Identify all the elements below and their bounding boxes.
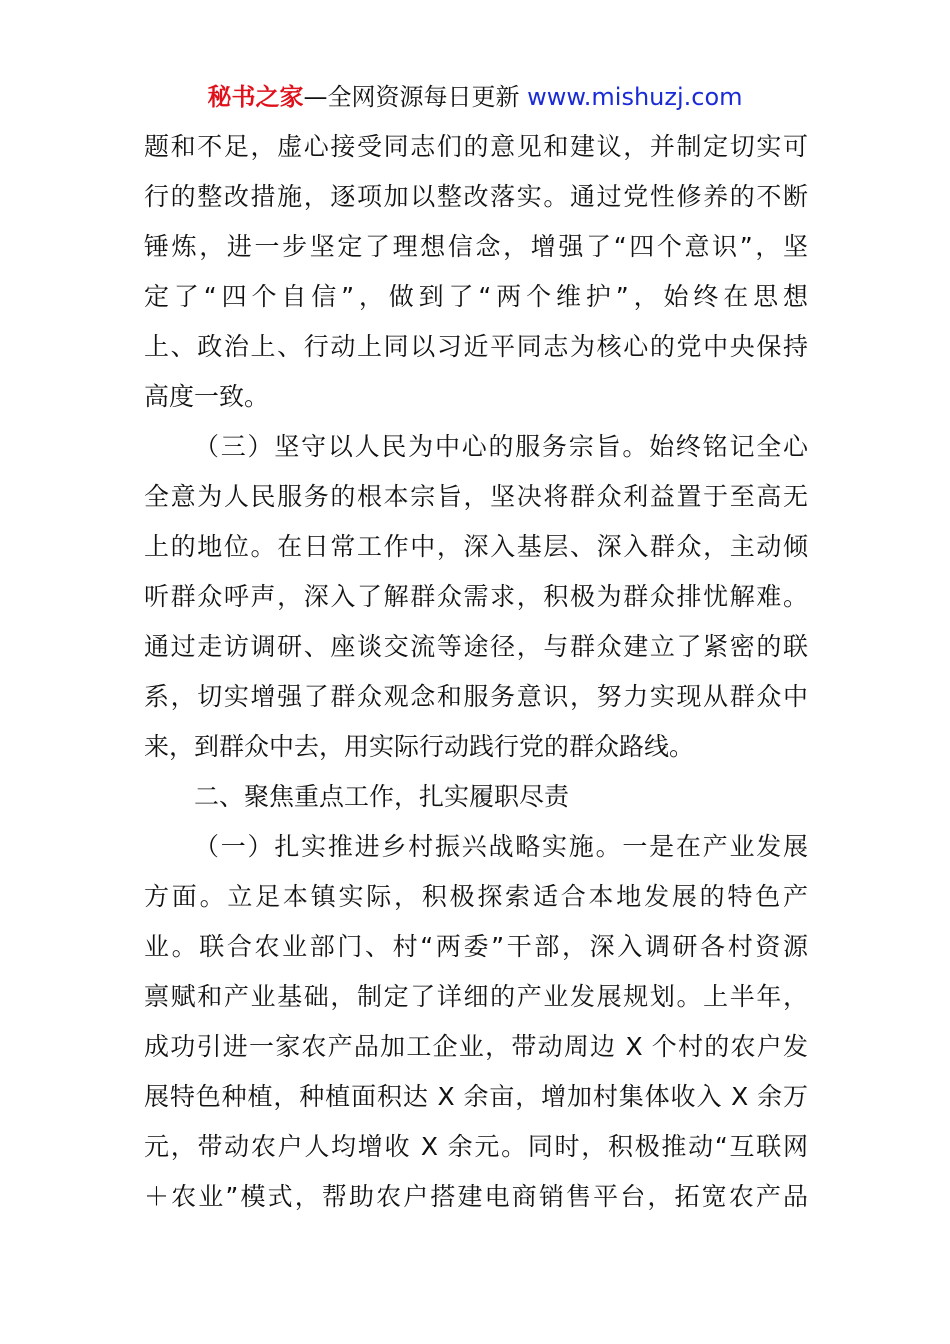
header-brand: 秘书之家 [207,83,304,111]
text-line: 禀赋和产业基础，制定了详细的产业发展规划。上半年， [144,982,808,1011]
text-line: ＋农业”模式，帮助农户搭建电商销售平台，拓宽农产品 [144,1182,808,1211]
text-line: 题和不足，虚心接受同志们的意见和建议，并制定切实可 [144,132,808,161]
text-line: （一）扎实推进乡村振兴战略实施。一是在产业发展 [194,832,808,861]
text-line: 定了“四个自信”，做到了“两个维护”，始终在思想 [144,282,808,311]
text-line: 元，带动农户人均增收 X 余元。同时，积极推动“互联网 [144,1132,808,1161]
text-line: 业。联合农业部门、村“两委”干部，深入调研各村资源 [144,932,808,961]
text-line: 通过走访调研、座谈交流等途径，与群众建立了紧密的联 [144,632,808,661]
text-line: 来，到群众中去，用实际行动践行党的群众路线。 [144,732,695,761]
text-line: 上、政治上、行动上同以习近平同志为核心的党中央保持 [144,332,808,361]
text-line: 成功引进一家农产品加工企业，带动周边 X 个村的农户发 [144,1032,808,1061]
text-line: 上的地位。在日常工作中，深入基层、深入群众，主动倾 [144,532,808,561]
header-tagline: —全网资源每日更新 [303,83,520,111]
text-line: 行的整改措施，逐项加以整改落实。通过党性修养的不断 [144,182,808,211]
text-line: 系，切实增强了群众观念和服务意识，努力实现从群众中 [144,682,808,711]
text-line: 听群众呼声，深入了解群众需求，积极为群众排忧解难。 [144,582,808,611]
text-line: 全意为人民服务的根本宗旨，坚决将群众利益置于至高无 [144,482,808,511]
text-line: 锤炼，进一步坚定了理想信念，增强了“四个意识”，坚 [144,232,808,261]
text-line: 方面。立足本镇实际，积极探索适合本地发展的特色产 [144,882,808,911]
text-line: 展特色种植，种植面积达 X 余亩，增加村集体收入 X 余万 [144,1082,808,1111]
page-header [0,82,950,112]
header-url[interactable]: www.mishuzj.com [527,83,743,111]
document-body [144,122,808,1222]
text-line: （三）坚守以人民为中心的服务宗旨。始终铭记全心 [194,432,808,461]
section-heading: 二、聚焦重点工作，扎实履职尽责 [194,782,570,811]
text-line: 高度一致。 [144,382,270,411]
